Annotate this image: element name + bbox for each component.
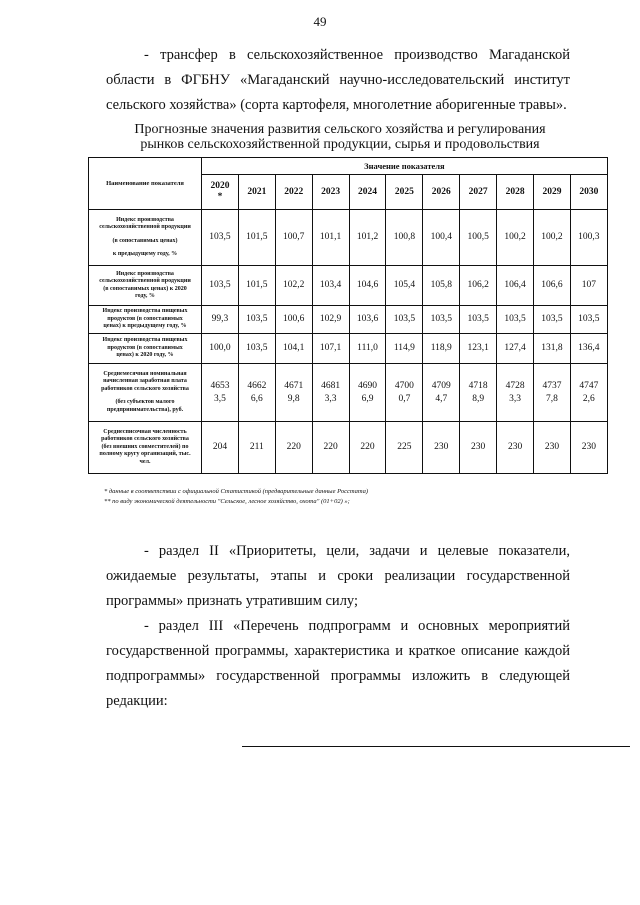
footnotes	[104, 487, 524, 507]
value-cell	[423, 364, 460, 422]
page-number: 49	[313, 14, 327, 29]
year-label: 2023	[321, 186, 341, 197]
value-cell	[202, 266, 239, 306]
value-part: 4681	[321, 380, 341, 391]
year-label: 2020	[210, 181, 230, 191]
indicator-name-line: продуктов (в сопоставимых	[107, 344, 183, 351]
value-cell	[534, 334, 571, 364]
indicator-name-line: (в сопоставимых ценах) к 2020	[103, 285, 187, 292]
year-label: 2021	[247, 186, 267, 197]
value-part: 220	[323, 442, 338, 452]
indicator-name	[89, 334, 202, 364]
value-part: 100,6	[283, 314, 305, 324]
value-part: 6,6	[250, 393, 263, 404]
value-part: 103,5	[246, 314, 268, 324]
value-cell	[460, 364, 497, 422]
value-part: 8,9	[472, 393, 485, 404]
year-header	[423, 175, 460, 210]
value-part: 101,2	[356, 232, 379, 242]
table-row	[89, 422, 608, 474]
separator-line	[242, 746, 630, 747]
value-part: 99,3	[211, 314, 229, 324]
value-cell	[570, 334, 607, 364]
value-part: 4700	[394, 380, 414, 391]
indicator-name	[89, 422, 202, 474]
value-part: 4709	[431, 380, 451, 391]
body-paragraphs	[106, 539, 570, 714]
value-cell	[497, 422, 534, 474]
value-part: 103,5	[430, 314, 452, 324]
year-header	[570, 175, 607, 210]
value-part: 105,8	[430, 280, 452, 290]
year-label: 2029	[542, 186, 562, 197]
value-part: 106,4	[504, 280, 526, 290]
value-cell	[460, 334, 497, 364]
indicator-name-line: ценах) к предыдущему году, %	[103, 323, 187, 330]
value-cell	[202, 364, 239, 422]
body-line: редакции:	[106, 693, 168, 709]
year-label: 2027	[468, 186, 488, 197]
value-part: 103,5	[209, 280, 231, 290]
indicator-value-header: Значение показателя	[202, 158, 608, 175]
value-part: 102,2	[283, 280, 305, 290]
value-cell	[534, 210, 571, 266]
indicator-name-line: году, %	[135, 293, 155, 299]
year-header	[386, 175, 423, 210]
value-cell	[349, 210, 386, 266]
value-cell	[202, 306, 239, 334]
value-cell	[312, 422, 349, 474]
table-row	[89, 364, 608, 422]
value-cell	[386, 266, 423, 306]
value-cell	[497, 364, 534, 422]
value-part: 103,5	[467, 314, 489, 324]
body-line: программы» признать утратившим силу;	[106, 593, 359, 609]
value-cell	[349, 422, 386, 474]
value-part: 211	[249, 442, 264, 452]
indicator-name-line: начисленная заработная плата	[103, 378, 187, 385]
value-cell	[312, 364, 349, 422]
value-part: 100,2	[504, 232, 526, 242]
value-part: 103,5	[209, 232, 231, 242]
value-cell	[460, 422, 497, 474]
value-cell	[202, 210, 239, 266]
value-cell	[202, 422, 239, 474]
value-cell	[312, 210, 349, 266]
value-part: 114,9	[393, 343, 415, 353]
value-part: 103,5	[246, 343, 268, 353]
year-label: 2028	[505, 186, 525, 197]
table-title	[80, 122, 600, 152]
value-cell	[275, 306, 312, 334]
value-part: 4690	[358, 380, 377, 391]
value-part: 103,4	[319, 280, 342, 290]
intro-line: области в ФГБНУ «Магаданский научно-исследовательский институт	[106, 72, 570, 88]
value-cell	[570, 266, 607, 306]
value-part: 100,8	[393, 232, 416, 242]
indicator-name-line: работников сельского хозяйства	[101, 385, 189, 392]
year-header	[202, 175, 239, 210]
value-part: 9,8	[287, 393, 300, 404]
indicator-name-line: (в сопоставимых ценах)	[112, 237, 178, 244]
value-part: 102,9	[319, 314, 342, 324]
indicator-name-line: Индекс производства	[116, 270, 174, 277]
value-part: 7,8	[546, 393, 558, 404]
value-part: 103,5	[578, 314, 600, 324]
indicator-name-line: Среднемесячная номинальная	[103, 370, 187, 377]
value-cell	[570, 364, 607, 422]
indicator-name-line: (без внешних совместителей) по	[101, 443, 189, 450]
indicator-name-line: полному кругу организаций, тыс.	[99, 451, 191, 458]
value-cell	[238, 422, 275, 474]
year-label: 2030	[579, 186, 599, 197]
value-part: 100,4	[430, 232, 452, 242]
value-cell	[386, 210, 423, 266]
table-row	[89, 210, 608, 266]
value-part: 100,3	[578, 232, 600, 242]
indicator-name-line: Индекс производства пищевых	[102, 308, 188, 315]
value-part: 105,4	[393, 280, 416, 290]
value-cell	[238, 334, 275, 364]
year-header	[275, 175, 312, 210]
value-cell	[312, 334, 349, 364]
value-part: 103,6	[356, 314, 379, 324]
year-header	[534, 175, 571, 210]
value-cell	[460, 306, 497, 334]
table-title-line: Прогнозные значения развития сельского хозяйства и регулирования	[134, 122, 546, 137]
footnote-activity-type: ** по виду экономической деятельности "Сельское, лесное хозяйство, охота" (01+02) »;	[104, 498, 350, 505]
value-part: 103,5	[504, 314, 526, 324]
indicator-name	[89, 210, 202, 266]
value-part: 131,8	[541, 343, 563, 353]
year-label: 2026	[431, 186, 451, 197]
indicator-name-line: (без субъектов малого	[115, 399, 175, 406]
value-cell	[349, 306, 386, 334]
value-cell	[312, 306, 349, 334]
value-cell	[497, 334, 534, 364]
value-part: 230	[507, 442, 523, 452]
value-part: 4,7	[435, 393, 448, 404]
value-part: 204	[212, 442, 228, 452]
value-part: 104,6	[356, 280, 379, 290]
value-part: 100,0	[209, 343, 231, 353]
value-part: 3,3	[324, 393, 337, 404]
value-part: 230	[471, 442, 486, 452]
indicator-name-line: сельскохозяйственной продукции	[99, 278, 191, 284]
year-footnote-mark: *	[217, 192, 223, 202]
value-cell	[238, 364, 275, 422]
value-cell	[570, 422, 607, 474]
indicator-name-line: продуктов (в сопоставимых	[107, 315, 183, 322]
value-part: 220	[286, 442, 301, 452]
value-cell	[423, 422, 460, 474]
value-part: 111,0	[357, 343, 378, 353]
indicator-name-line: Индекс производства	[116, 216, 174, 223]
value-cell	[497, 306, 534, 334]
year-header	[460, 175, 497, 210]
value-cell	[423, 334, 460, 364]
value-part: 3,5	[214, 393, 226, 404]
indicator-name-line: чел.	[139, 458, 151, 465]
indicator-name	[89, 364, 202, 422]
value-cell	[534, 306, 571, 334]
value-part: 103,5	[393, 314, 416, 324]
value-cell	[349, 364, 386, 422]
indicator-name	[89, 266, 202, 306]
value-cell	[570, 306, 607, 334]
value-cell	[423, 266, 460, 306]
indicator-name-header: Наименование показателя	[89, 158, 202, 210]
value-part: 100,7	[283, 232, 305, 242]
value-part: 6,9	[361, 393, 374, 404]
year-label: 2024	[358, 186, 377, 197]
indicator-name-line: ценах) к 2020 году, %	[116, 352, 174, 359]
body-line: - раздел II «Приоритеты, цели, задачи и целевые показатели,	[144, 543, 570, 559]
year-header	[497, 175, 534, 210]
value-cell	[460, 210, 497, 266]
table-title-line: рынков сельскохозяйственной продукции, сырья и продовольствия	[140, 137, 540, 152]
intro-line: сельского хозяйства» (сорта картофеля, многолетние аборигенные травы».	[106, 97, 567, 113]
indicator-name-line: работников сельского хозяйства	[101, 436, 189, 443]
value-cell	[534, 422, 571, 474]
value-part: 4728	[505, 380, 525, 391]
value-part: 103,5	[541, 314, 563, 324]
value-cell	[570, 210, 607, 266]
year-header	[349, 175, 386, 210]
value-cell	[386, 364, 423, 422]
value-cell	[497, 266, 534, 306]
value-cell	[497, 210, 534, 266]
value-part: 230	[581, 442, 596, 452]
year-label: 2025	[394, 186, 414, 197]
value-cell	[386, 422, 423, 474]
value-cell	[423, 210, 460, 266]
value-part: 100,2	[541, 232, 563, 242]
table-row	[89, 266, 608, 306]
value-part: 4671	[284, 380, 304, 391]
year-label: 2022	[284, 186, 304, 197]
value-part: 100,5	[467, 232, 489, 242]
year-header	[312, 175, 349, 210]
indicator-name-line: к предыдущему году, %	[112, 251, 178, 257]
value-part: 101,5	[246, 280, 268, 290]
value-part: 123,1	[467, 343, 489, 353]
forecast-table	[88, 157, 608, 474]
indicator-name-line: сельскохозяйственной продукции	[99, 224, 191, 230]
intro-line: - трансфер в сельскохозяйственное производство Магаданской	[144, 47, 570, 63]
value-part: 4662	[247, 380, 267, 391]
value-part: 230	[434, 442, 449, 452]
value-cell	[275, 210, 312, 266]
indicator-name-line: предпринимательства), руб.	[106, 406, 184, 413]
value-part: 101,1	[319, 232, 342, 242]
value-part: 107	[581, 280, 596, 290]
value-part: 4653	[210, 380, 230, 391]
value-cell	[386, 306, 423, 334]
value-cell	[312, 266, 349, 306]
value-cell	[238, 306, 275, 334]
value-cell	[349, 266, 386, 306]
body-line: ожидаемые результаты, этапы и сроки реализации государственной	[106, 568, 570, 584]
value-part: 107,1	[319, 343, 342, 353]
value-part: 118,9	[430, 343, 452, 353]
value-cell	[202, 334, 239, 364]
value-cell	[349, 334, 386, 364]
value-part: 4737	[542, 380, 562, 391]
value-cell	[460, 266, 497, 306]
value-part: 4747	[579, 380, 599, 391]
value-cell	[534, 364, 571, 422]
value-cell	[275, 364, 312, 422]
value-part: 220	[360, 442, 375, 452]
value-part: 0,7	[398, 393, 411, 404]
value-cell	[275, 422, 312, 474]
value-cell	[238, 266, 275, 306]
indicator-name	[89, 306, 202, 334]
body-line: - раздел III «Перечень подпрограмм и основных мероприятий	[144, 618, 570, 634]
table-row	[89, 306, 608, 334]
value-cell	[423, 306, 460, 334]
value-part: 106,2	[467, 280, 489, 290]
value-part: 3,3	[509, 393, 521, 404]
table-body	[89, 210, 608, 474]
value-part: 136,4	[578, 343, 600, 353]
value-part: 2,6	[582, 393, 595, 404]
value-part: 106,6	[541, 280, 563, 290]
value-cell	[275, 334, 312, 364]
intro-paragraph	[106, 43, 570, 118]
value-cell	[238, 210, 275, 266]
body-line: государственной программы, характеристика и краткое описание каждой	[106, 643, 570, 659]
value-cell	[534, 266, 571, 306]
value-part: 225	[397, 442, 412, 452]
value-cell	[386, 334, 423, 364]
year-header	[238, 175, 275, 210]
value-part: 4718	[468, 380, 488, 391]
indicator-name-line: Индекс производства пищевых	[102, 337, 188, 344]
value-part: 127,4	[504, 343, 526, 353]
footnote-official-statistics: * данные в соответствии с официальной Статистикой (предварительные данные Росстата)	[104, 488, 369, 495]
table-row	[89, 334, 608, 364]
indicator-name-line: Среднесписочная численность	[103, 428, 187, 435]
value-part: 230	[544, 442, 560, 452]
body-line: подпрограммы» государственной программы изложить в следующей	[106, 668, 570, 684]
value-part: 104,1	[283, 343, 305, 353]
value-cell	[275, 266, 312, 306]
value-part: 101,5	[246, 232, 268, 242]
